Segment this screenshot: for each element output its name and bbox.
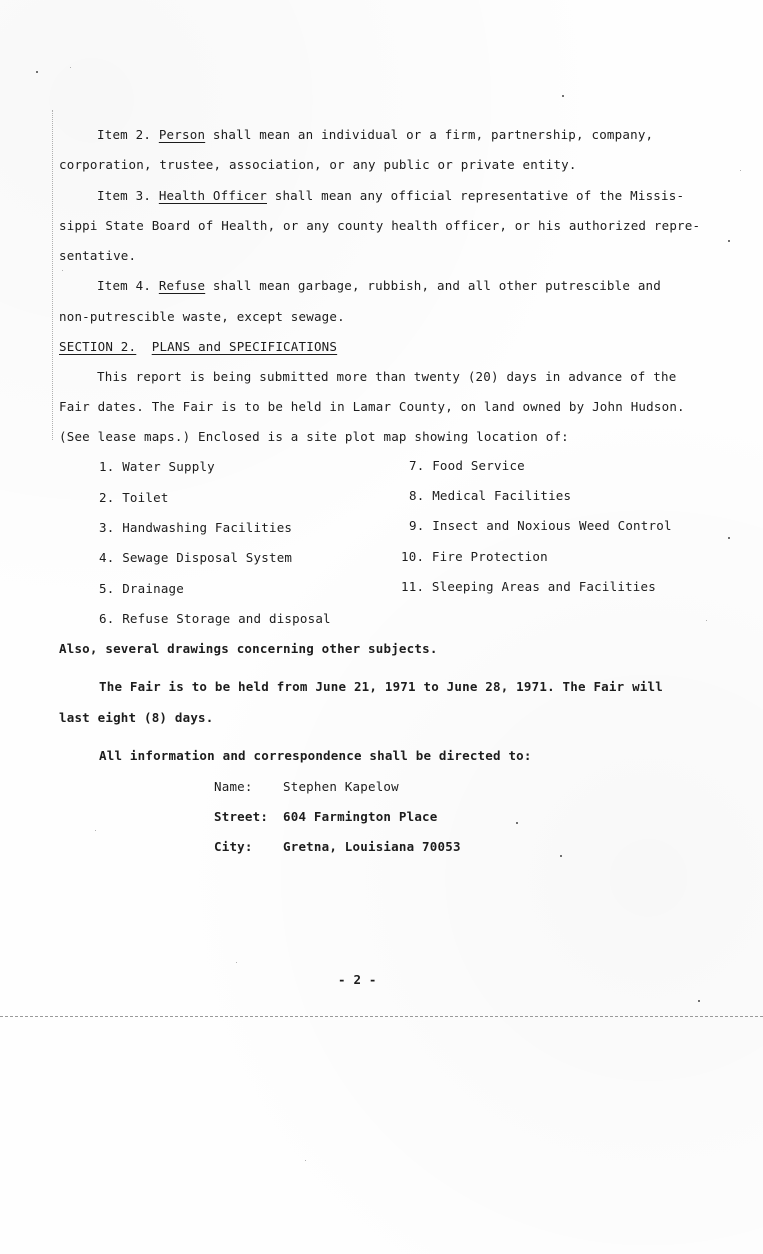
contact-city-value: Gretna, Louisiana 70053 [283, 839, 461, 854]
list-item [99, 490, 169, 506]
section2-para-line1: This report is being submitted more than twenty (20) days in advance of the [97, 369, 677, 384]
scan-speck [236, 962, 237, 963]
item4-line2: non-putrescible waste, except sewage. [59, 309, 345, 324]
scan-speck [305, 1160, 306, 1161]
item3-line2: sippi State Board of Health, or any county health officer, or his authorized repre- [59, 218, 701, 233]
list-item [99, 520, 292, 536]
section2-para-line2: Fair dates. The Fair is to be held in Lamar County, on land owned by John Hudson. [59, 399, 685, 414]
scan-speck [728, 537, 730, 539]
list-item-number: 11. [401, 579, 425, 594]
also-line: Also, several drawings concerning other subjects. [59, 641, 438, 656]
item2-term: Person [158, 127, 206, 142]
item3-prefix: Item 3. [97, 188, 152, 203]
scan-speck [728, 240, 730, 242]
scan-speck [698, 1000, 700, 1002]
scan-speck [562, 95, 564, 97]
item4-text1: shall mean garbage, rubbish, and all other putrescible and [212, 278, 662, 293]
scan-speck [516, 822, 518, 824]
item3-term: Health Officer [158, 188, 267, 203]
item3-line3: sentative. [59, 248, 137, 263]
item2-line1 [97, 127, 653, 143]
list-item [401, 579, 656, 595]
list-item-label: Medical Facilities [432, 488, 572, 503]
item2-line2: corporation, trustee, association, or any public or private entity. [59, 157, 577, 172]
list-item [99, 611, 331, 627]
item2-prefix: Item 2. [97, 127, 152, 142]
list-item [99, 581, 184, 597]
list-item-number: 1. [99, 459, 115, 474]
list-item-label: Handwashing Facilities [122, 520, 293, 535]
list-item [409, 488, 571, 504]
scan-speck [560, 855, 562, 857]
list-item-number: 4. [99, 550, 115, 565]
scan-speck [70, 67, 71, 68]
list-item [99, 459, 215, 475]
list-item [401, 549, 548, 565]
section2-title: PLANS and SPECIFICATIONS [151, 339, 338, 354]
scan-speck [62, 270, 63, 271]
scan-speck [95, 830, 96, 831]
list-item-label: Water Supply [122, 459, 215, 474]
contact-name-value: Stephen Kapelow [283, 779, 399, 794]
list-item-label: Sewage Disposal System [122, 550, 293, 565]
dates-line1: The Fair is to be held from June 21, 1971 to June 28, 1971. The Fair will [99, 679, 663, 694]
list-item-number: 2. [99, 490, 115, 505]
contact-street-label: Street: [214, 809, 269, 824]
list-item-label: Drainage [122, 581, 184, 596]
item3-text1: shall mean any official representative of the Missis- [274, 188, 685, 203]
item4-prefix: Item 4. [97, 278, 152, 293]
scan-speck [36, 71, 38, 73]
list-item-label: Food Service [432, 458, 525, 473]
page-number: - 2 - [338, 972, 377, 987]
item2-text1: shall mean an individual or a firm, partnership, company, [212, 127, 654, 142]
list-item-number: 9. [409, 518, 425, 533]
contact-street-value: 604 Farmington Place [283, 809, 438, 824]
contact-city-label: City: [214, 839, 253, 854]
list-item-label: Refuse Storage and disposal [122, 611, 331, 626]
list-item-number: 5. [99, 581, 115, 596]
item4-line1 [97, 278, 661, 294]
list-item-label: Toilet [122, 490, 169, 505]
section2-para-line3: (See lease maps.) Enclosed is a site plot map showing location of: [59, 429, 569, 444]
fold-line [0, 1016, 763, 1017]
scan-speck [740, 170, 741, 171]
list-item-label: Insect and Noxious Weed Control [432, 518, 672, 533]
scan-speck [706, 620, 707, 621]
list-item-number: 8. [409, 488, 425, 503]
section2-label: SECTION 2. [59, 339, 137, 354]
item4-term: Refuse [158, 278, 206, 293]
list-item-number: 7. [409, 458, 425, 473]
list-item [99, 550, 292, 566]
list-item-number: 3. [99, 520, 115, 535]
dates-line2: last eight (8) days. [59, 710, 214, 725]
page-edge-mark [52, 110, 53, 440]
section2-heading [59, 339, 337, 355]
list-item-label: Fire Protection [431, 549, 548, 564]
list-item [409, 458, 525, 474]
list-item-number: 6. [99, 611, 115, 626]
list-item-label: Sleeping Areas and Facilities [431, 579, 656, 594]
list-item [409, 518, 672, 534]
contact-name-label: Name: [214, 779, 253, 794]
contact-intro: All information and correspondence shall be directed to: [99, 748, 532, 763]
item3-line1 [97, 188, 684, 204]
list-item-number: 10. [401, 549, 425, 564]
